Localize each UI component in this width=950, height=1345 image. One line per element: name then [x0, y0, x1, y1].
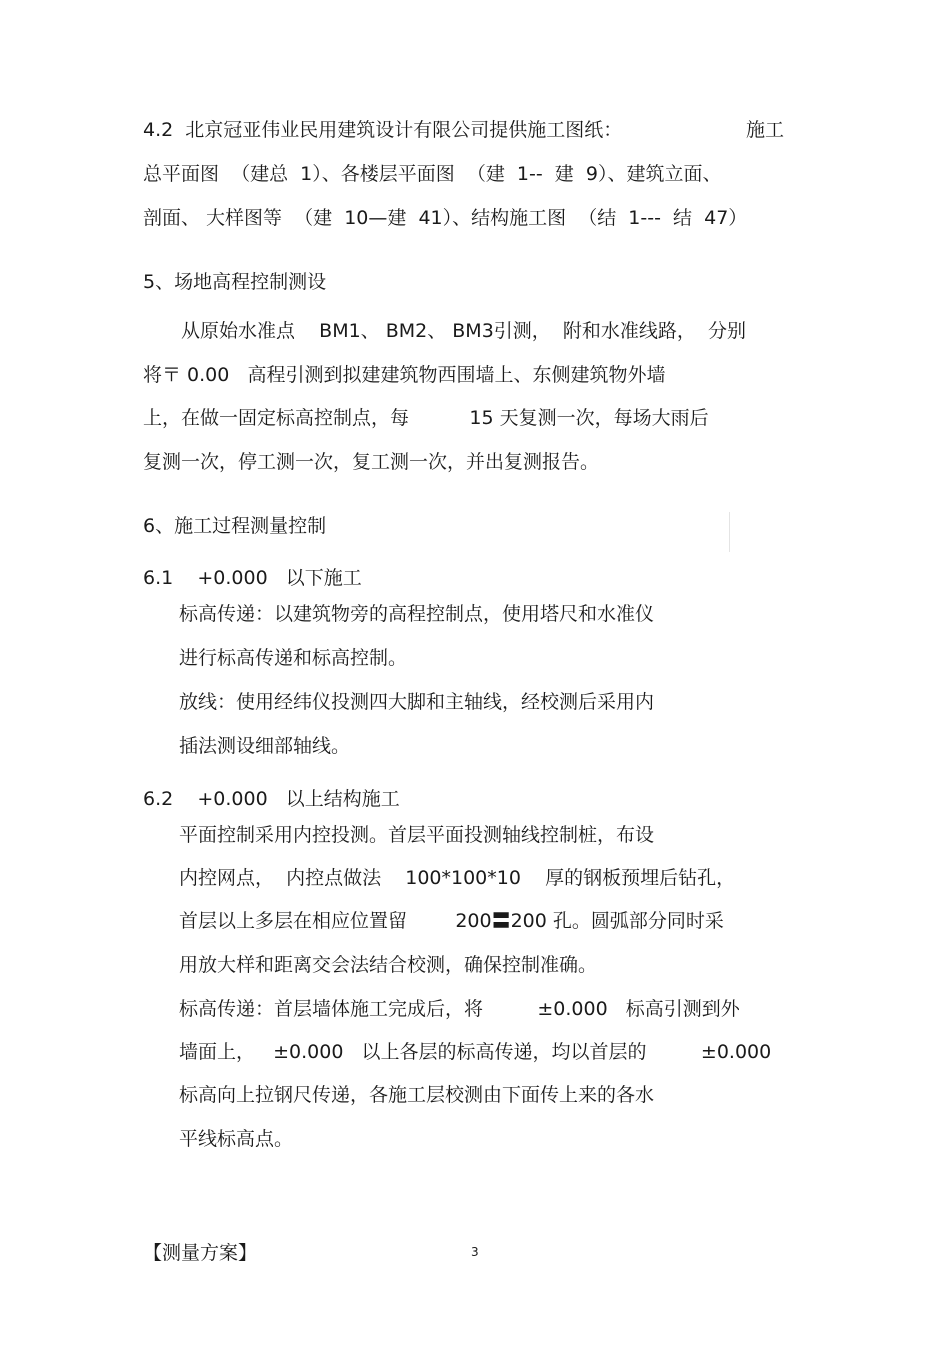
text-line: 4.2 北京冠亚伟业民用建筑设计有限公司提供施工图纸： [143, 119, 623, 141]
text-line: 内控网点， 内控点做法 100*100*10 厚的钢板预埋后钻孔， [179, 867, 736, 889]
text-line: 进行标高传递和标高控制。 [179, 647, 408, 669]
section-heading: 5、场地高程控制测设 [143, 271, 327, 293]
text-line: 施工 [746, 119, 785, 141]
text-line: 墙面上， ±0.000 以上各层的标高传递，均以首层的 ±0.000 [179, 1041, 772, 1063]
text-line: 平面控制采用内控投测。首层平面投测轴线控制桩，布设 [179, 824, 655, 846]
text-line: 插法测设细部轴线。 [179, 735, 351, 757]
text-line: 首层以上多层在相应位置留 200〓200 孔。圆弧部分同时采 [179, 910, 724, 932]
text-line: 复测一次，停工测一次，复工测一次，并出复测报告。 [143, 451, 600, 473]
subsection-heading: 6.2 +0.000 以上结构施工 [143, 788, 400, 810]
text-line: 放线：使用经纬仪投测四大脚和主轴线，经校测后采用内 [179, 691, 655, 713]
text-line: 标高向上拉钢尺传递，各施工层校测由下面传上来的各水 [179, 1084, 655, 1106]
text-line: 平线标高点。 [179, 1128, 294, 1150]
footer-title: 【测量方案】 [143, 1242, 258, 1264]
text-line: 上，在做一固定标高控制点，每 15 天复测一次，每场大雨后 [143, 407, 709, 429]
text-line: 剖面、 大样图等 （建 10—建 41）、结构施工图 （结 1--- 结 47） [143, 207, 748, 229]
subsection-heading: 6.1 +0.000 以下施工 [143, 567, 362, 589]
text-line: 标高传递：以建筑物旁的高程控制点，使用塔尺和水准仪 [179, 603, 655, 625]
section-heading: 6、施工过程测量控制 [143, 515, 327, 537]
text-line: 将〒 0.00 高程引测到拟建建筑物西围墙上、东侧建筑物外墙 [143, 364, 666, 386]
divider [729, 512, 730, 552]
text-line: 总平面图 （建总 1）、各楼层平面图 （建 1-- 建 9）、建筑立面、 [143, 163, 722, 185]
text-line: 标高传递：首层墙体施工完成后，将 ±0.000 标高引测到外 [179, 998, 740, 1020]
text-line: 从原始水准点 BM1、 BM2、 BM3引测， 附和水准线路， 分别 [181, 320, 746, 342]
text-line: 用放大样和距离交会法结合校测，确保控制准确。 [179, 954, 598, 976]
page-number: 3 [471, 1245, 479, 1259]
